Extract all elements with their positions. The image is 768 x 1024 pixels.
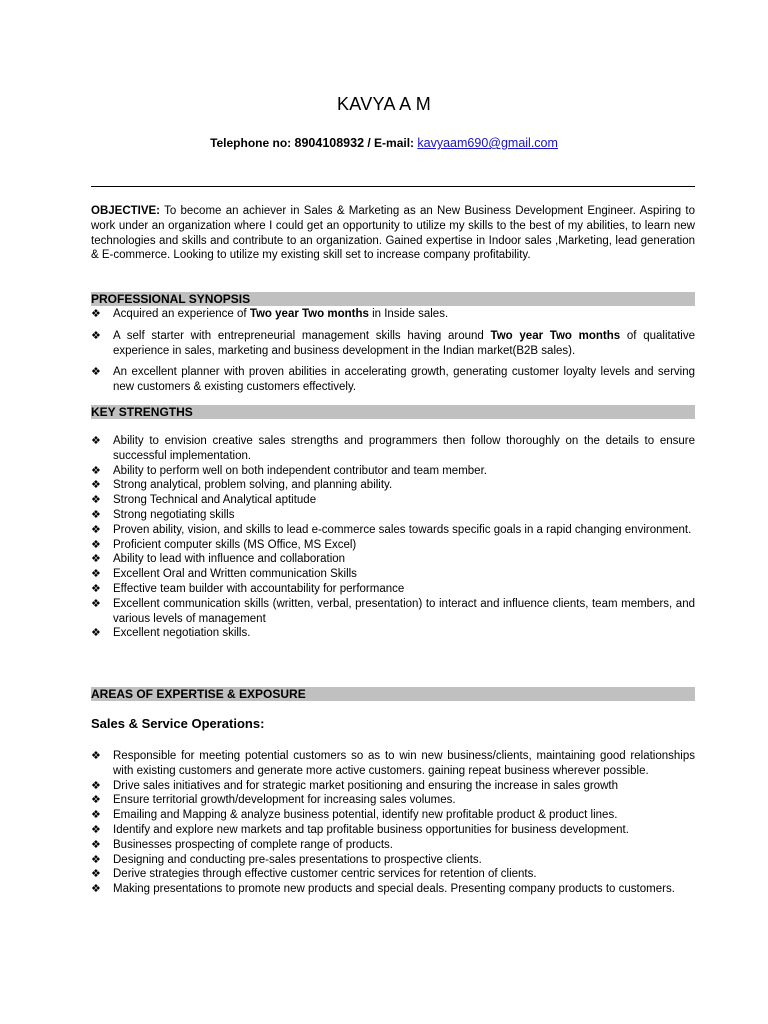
- objective-text: To become an achiever in Sales & Marketing as an New Business Development Engineer. Aspiring to work under an organization where I could get an opportunity to utilize my skills to the best of my abilities, to learn new technologies and skills and contribute to an organization. Gained expertise in Indoor sales ,Marketing, lead generation & E-commerce. Looking to utilize my existing skill set to increase company profitability.: [91, 205, 695, 262]
- bullet-diamond-icon: ❖: [91, 478, 101, 492]
- bullet-diamond-icon: ❖: [91, 867, 101, 881]
- section-heading-key-strengths: KEY STRENGTHS: [91, 405, 695, 419]
- strength-text: Effective team builder with accountability for performance: [113, 582, 405, 595]
- list-item: [91, 808, 695, 823]
- list-item: [91, 582, 695, 597]
- list-item: [91, 523, 695, 538]
- operation-text: Drive sales initiatives and for strategic market positioning and ensuring the increase in sales growth: [113, 779, 618, 792]
- bullet-diamond-icon: ❖: [91, 307, 101, 320]
- list-item: [91, 464, 695, 479]
- bullet-diamond-icon: ❖: [91, 581, 101, 595]
- bullet-diamond-icon: ❖: [91, 882, 101, 896]
- bullet-diamond-icon: ❖: [91, 365, 101, 379]
- strength-text: Excellent Oral and Written communication Skills: [113, 568, 357, 581]
- list-item: [91, 493, 695, 508]
- bullet-diamond-icon: ❖: [91, 778, 101, 792]
- bullet-diamond-icon: ❖: [91, 852, 101, 866]
- list-item: [91, 882, 695, 897]
- operation-text: Ensure territorial growth/development for increasing sales volumes.: [113, 794, 456, 807]
- strength-text: Proficient computer skills (MS Office, MS Excel): [113, 538, 357, 551]
- bullet-diamond-icon: ❖: [91, 493, 101, 507]
- strength-text: Ability to lead with influence and collaboration: [113, 553, 346, 566]
- bullet-diamond-icon: ❖: [91, 808, 101, 822]
- bullet-diamond-icon: ❖: [91, 822, 101, 836]
- phone-label: Telephone no:: [210, 136, 295, 150]
- bullet-diamond-icon: ❖: [91, 328, 101, 342]
- list-item: [91, 307, 695, 322]
- synopsis-text: Acquired an experience of: [113, 308, 250, 320]
- strength-text: Strong negotiating skills: [113, 508, 235, 521]
- bullet-diamond-icon: ❖: [91, 749, 101, 762]
- list-item: [91, 478, 695, 493]
- section-heading-areas-of-expertise: AREAS OF EXPERTISE & EXPOSURE: [91, 687, 695, 701]
- objective-label: OBJECTIVE:: [91, 205, 161, 217]
- email-label: / E-mail:: [364, 136, 418, 150]
- operations-list: [91, 749, 695, 897]
- operation-text: Derive strategies through effective customer centric services for retention of clients.: [113, 868, 537, 881]
- objective-paragraph: [91, 204, 695, 263]
- synopsis-emphasis: Two year Two months: [249, 308, 369, 320]
- bullet-diamond-icon: ❖: [91, 626, 101, 640]
- list-item: [91, 838, 695, 853]
- bullet-diamond-icon: ❖: [91, 596, 101, 610]
- list-item: [91, 329, 695, 359]
- operation-text: Identify and explore new markets and tap profitable business opportunities for business development.: [113, 823, 629, 836]
- list-item: [91, 793, 695, 808]
- bullet-diamond-icon: ❖: [91, 552, 101, 566]
- strength-text: Proven ability, vision, and skills to lead e-commerce sales towards specific goals in a rapid changing environment.: [113, 523, 692, 536]
- strength-text: Strong Technical and Analytical aptitude: [113, 494, 317, 507]
- list-item: [91, 626, 695, 641]
- operation-text: Designing and conducting pre-sales presentations to prospective clients.: [113, 853, 482, 866]
- section-heading-professional-synopsis: PROFESSIONAL SYNOPSIS: [91, 292, 695, 306]
- list-item: [91, 538, 695, 553]
- list-item: [91, 853, 695, 868]
- operation-text: Responsible for meeting potential customers so as to win new business/clients, maintaining good relationships with existing customers and generate more active customers. gaining repeat business wherever possible.: [113, 750, 695, 777]
- email-link[interactable]: kavyaam690@gmail.com: [417, 136, 558, 150]
- operation-text: Making presentations to promote new products and special deals. Presenting company products to customers.: [113, 883, 675, 896]
- header-divider: [91, 186, 695, 187]
- synopsis-text: An excellent planner with proven abilities in accelerating growth, generating customer loyalty levels and serving new customers & existing customers effectively.: [113, 366, 695, 394]
- bullet-diamond-icon: ❖: [91, 837, 101, 851]
- bullet-diamond-icon: ❖: [91, 434, 101, 447]
- list-item: [91, 365, 695, 395]
- list-item: [91, 567, 695, 582]
- list-item: [91, 779, 695, 794]
- strength-text: Ability to perform well on both independent contributor and team member.: [113, 464, 487, 477]
- synopsis-list: [91, 307, 695, 402]
- strength-text: Excellent communication skills (written, verbal, presentation) to interact and influence clients, team members, and various levels of management: [113, 597, 695, 625]
- list-item: [91, 597, 695, 627]
- list-item: [91, 867, 695, 882]
- operation-text: Emailing and Mapping & analyze business potential, identify new profitable product & product lines.: [113, 809, 618, 822]
- list-item: [91, 508, 695, 523]
- bullet-diamond-icon: ❖: [91, 537, 101, 551]
- bullet-diamond-icon: ❖: [91, 567, 101, 581]
- list-item: [91, 434, 695, 464]
- bullet-diamond-icon: ❖: [91, 522, 101, 536]
- bullet-diamond-icon: ❖: [91, 793, 101, 807]
- bullet-diamond-icon: ❖: [91, 463, 101, 477]
- candidate-name: KAVYA A M: [336, 94, 432, 114]
- strength-text: Excellent negotiation skills.: [113, 627, 251, 640]
- synopsis-text: of qualitative experience in sales, marketing and business development in the Indian market(B2B sales).: [113, 329, 696, 357]
- contact-line: [0, 135, 768, 151]
- synopsis-text: A self starter with entrepreneurial management skills having around: [113, 329, 491, 342]
- strengths-list: [91, 434, 695, 641]
- bullet-diamond-icon: ❖: [91, 507, 101, 521]
- phone-number: 8904108932: [294, 136, 365, 150]
- operation-text: Businesses prospecting of complete range of products.: [113, 838, 393, 851]
- synopsis-text: in Inside sales.: [368, 308, 449, 320]
- strength-text: Ability to envision creative sales strengths and programmers then follow thoroughly on the details to ensure successful implementation.: [113, 435, 695, 462]
- strength-text: Strong analytical, problem solving, and planning ability.: [113, 479, 393, 492]
- synopsis-emphasis: Two year Two months: [490, 329, 621, 342]
- list-item: [91, 749, 695, 779]
- subheading-sales-service-operations: Sales & Service Operations:: [91, 716, 265, 731]
- list-item: [91, 552, 695, 567]
- list-item: [91, 823, 695, 838]
